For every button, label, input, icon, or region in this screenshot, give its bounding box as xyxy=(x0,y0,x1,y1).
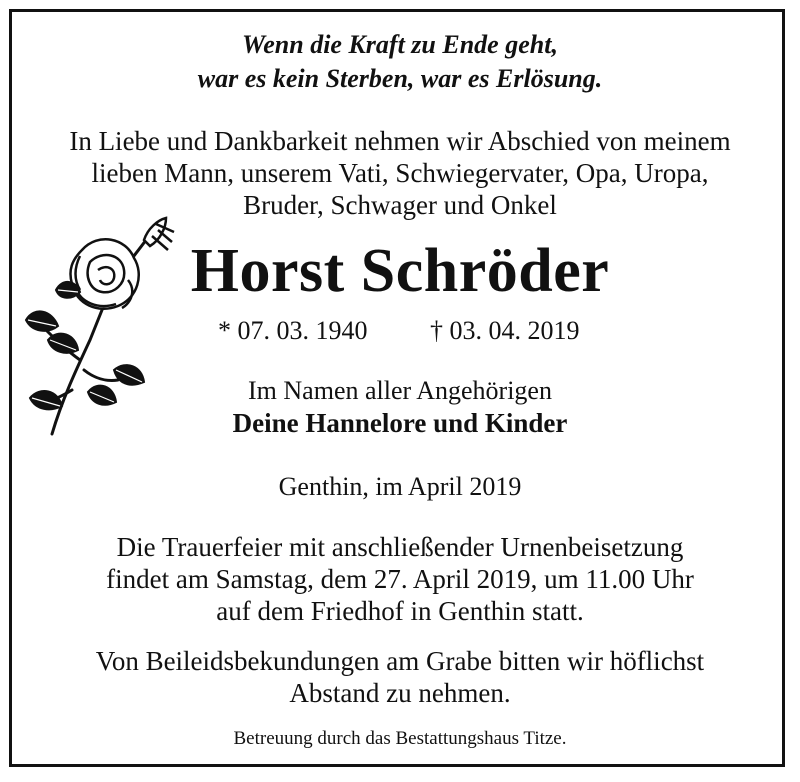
ceremony-line-3: auf dem Friedhof in Genthin statt. xyxy=(216,596,584,626)
ceremony-line-2: findet am Samstag, dem 27. April 2019, um 11.00 Uhr xyxy=(106,564,694,594)
intro-line-1: In Liebe und Dankbarkeit nehmen wir Abschied von meinem xyxy=(69,126,731,156)
signature-line-1: Im Namen aller Angehörigen xyxy=(248,376,552,405)
birth-date: * 07. 03. 1940 xyxy=(218,316,368,345)
place-date: Genthin, im April 2019 xyxy=(278,472,522,501)
condolence-line-2: Abstand zu nehmen. xyxy=(289,678,511,708)
condolence-line-1: Von Beileidsbekundungen am Grabe bitten wir höflichst xyxy=(95,646,705,676)
motto-line-2: war es kein Sterben, war es Erlösung. xyxy=(197,64,603,93)
footer-note: Betreuung durch das Bestattungshaus Titze. xyxy=(233,728,567,749)
motto-line-1: Wenn die Kraft zu Ende geht, xyxy=(242,30,558,59)
intro-line-3: Bruder, Schwager und Onkel xyxy=(243,190,557,220)
intro-line-2: lieben Mann, unserem Vati, Schwiegervater, Opa, Uropa, xyxy=(91,158,709,188)
deceased-name: Horst Schröder xyxy=(190,237,610,305)
death-date: † 03. 04. 2019 xyxy=(430,316,580,345)
signature-line-2: Deine Hannelore und Kinder xyxy=(232,408,568,438)
ceremony-line-1: Die Trauerfeier mit anschließender Urnenbeisetzung xyxy=(116,532,684,562)
